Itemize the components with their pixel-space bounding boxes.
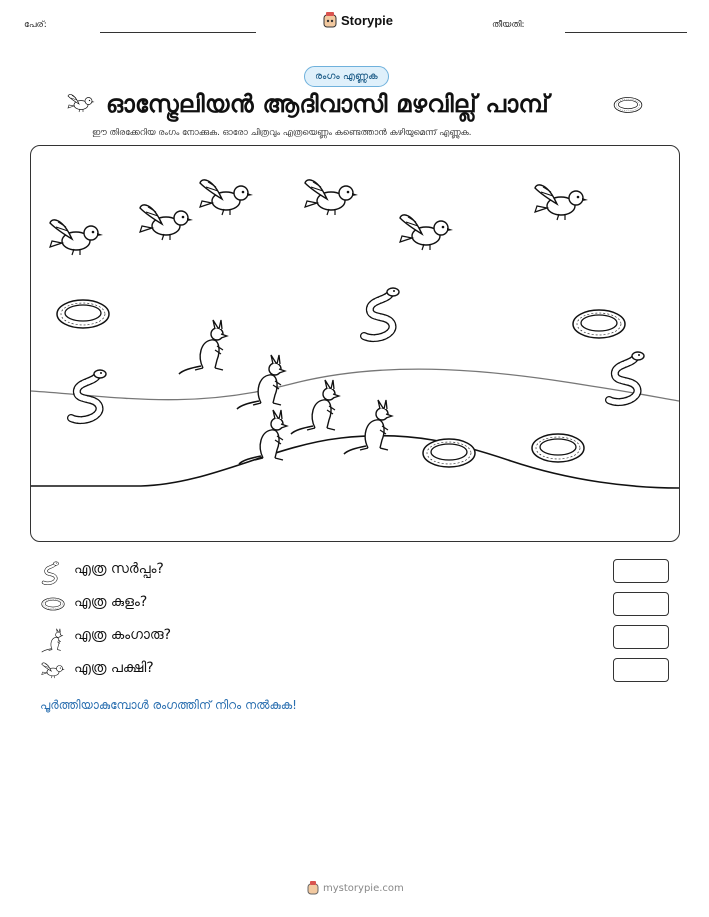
kangaroo-icon bbox=[40, 627, 66, 653]
counting-scene bbox=[30, 145, 680, 542]
kangaroo bbox=[344, 400, 392, 454]
storypie-logo-icon bbox=[307, 881, 319, 895]
waterhole-icon bbox=[40, 596, 66, 612]
kangaroo bbox=[237, 355, 285, 409]
instructions: ഈ തിരക്കേറിയ രംഗം നോക്കുക. ഓരോ ചിത്രവും എത്രയെണ്ണം കണ്ടെത്താൻ കഴിയുമെന്ന് എണ്ണുക. bbox=[92, 128, 472, 138]
bird bbox=[200, 180, 253, 215]
page-title: ഓസ്ട്രേലിയൻ ആദിവാസി മഴവില്ല് പാമ്പ് bbox=[106, 90, 549, 118]
date-label: തീയതി: bbox=[492, 20, 525, 30]
waterhole-icon bbox=[612, 96, 644, 114]
bird bbox=[400, 215, 453, 250]
question-text: എത്ര കുളം? bbox=[74, 594, 148, 610]
bird bbox=[50, 220, 103, 255]
brand-name: Storypie bbox=[341, 12, 394, 28]
kangaroo bbox=[239, 410, 287, 464]
answer-box[interactable] bbox=[613, 592, 669, 616]
waterhole bbox=[532, 434, 584, 462]
bird bbox=[535, 185, 588, 220]
bird-icon bbox=[66, 92, 96, 118]
bird bbox=[140, 205, 193, 240]
coloring-note: പൂർത്തിയാകുമ്പോൾ രംഗത്തിന് നിറം നൽകുക! bbox=[40, 698, 297, 712]
snake bbox=[364, 288, 399, 338]
waterhole bbox=[573, 310, 625, 338]
answer-box[interactable] bbox=[613, 658, 669, 682]
question-text: എത്ര പക്ഷി? bbox=[74, 660, 154, 676]
question-text: എത്ര സർപ്പം? bbox=[74, 561, 164, 577]
snake-icon bbox=[40, 561, 66, 585]
footer-url[interactable]: mystorypie.com bbox=[323, 882, 404, 894]
scene-illustration bbox=[31, 146, 679, 541]
footer bbox=[307, 881, 404, 895]
brand-logo bbox=[323, 12, 393, 28]
storypie-logo-icon bbox=[323, 12, 337, 28]
name-label: പേര്: bbox=[24, 20, 47, 30]
bird-icon bbox=[40, 660, 66, 684]
kangaroo bbox=[179, 320, 227, 374]
waterhole bbox=[423, 439, 475, 467]
waterhole bbox=[57, 300, 109, 328]
answer-box[interactable] bbox=[613, 559, 669, 583]
kangaroo bbox=[291, 380, 339, 434]
name-line[interactable] bbox=[100, 32, 256, 33]
question-text: എത്ര കംഗാരു? bbox=[74, 627, 172, 643]
answer-box[interactable] bbox=[613, 625, 669, 649]
category-badge: രംഗം എണ്ണുക bbox=[304, 66, 389, 87]
snake bbox=[609, 352, 644, 402]
date-line[interactable] bbox=[565, 32, 687, 33]
bird bbox=[305, 180, 358, 215]
